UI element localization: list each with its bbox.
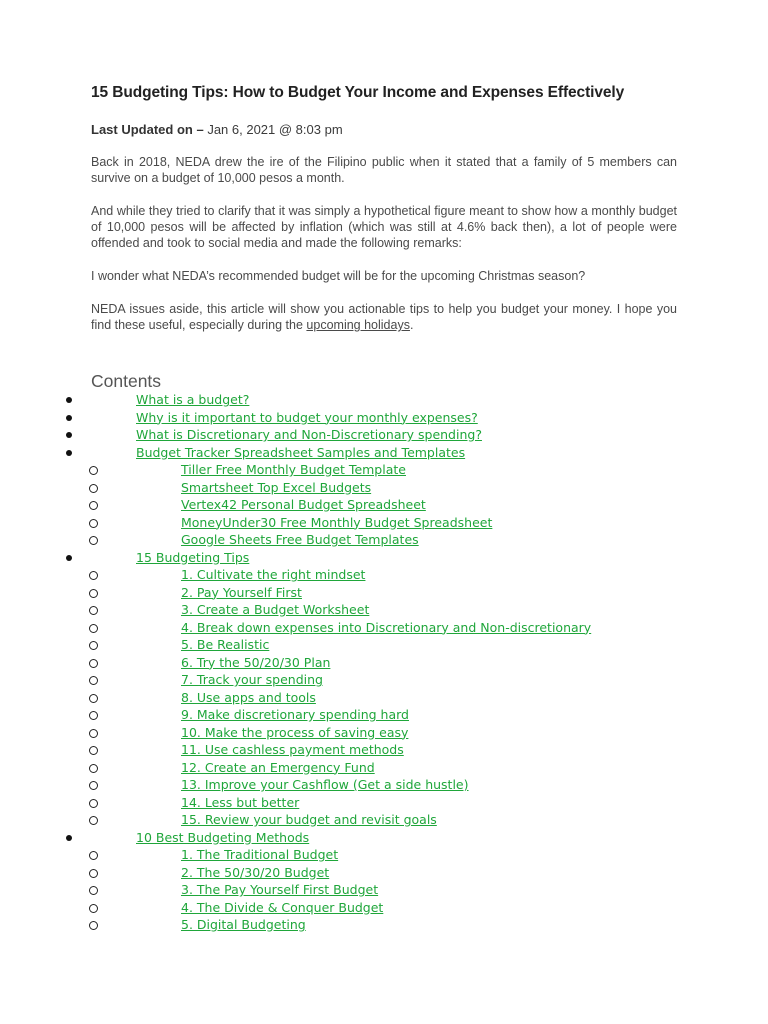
bullet-icon [66, 835, 72, 841]
toc-link[interactable]: MoneyUnder30 Free Monthly Budget Spreadsheet [181, 514, 493, 530]
toc-link[interactable]: 1. The Traditional Budget [181, 847, 339, 862]
toc-item [0, 391, 768, 409]
toc-link[interactable]: 10 Best Budgeting Methods [136, 829, 310, 845]
toc-item [0, 794, 768, 812]
toc-link[interactable]: 5. Be Realistic [181, 637, 270, 652]
toc-link[interactable]: 8. Use apps and tools [181, 689, 316, 705]
toc-link[interactable]: Budget Tracker Spreadsheet Samples and Templates [136, 444, 466, 460]
toc-item [0, 636, 768, 654]
toc-item [0, 584, 768, 602]
last-updated-date: Jan 6, 2021 @ 8:03 pm [207, 122, 343, 137]
toc-link[interactable]: 12. Create an Emergency Fund [181, 759, 375, 775]
circle-bullet-icon [89, 571, 98, 580]
circle-bullet-icon [89, 484, 98, 493]
bullet-icon [66, 397, 72, 403]
toc-link[interactable]: 13. Improve your Cashflow (Get a side hustle) [181, 777, 469, 792]
circle-bullet-icon [89, 904, 98, 913]
toc-link[interactable]: 5. Digital Budgeting [181, 917, 306, 932]
upcoming-holidays-link[interactable]: upcoming holidays [306, 318, 410, 332]
bullet-icon [66, 450, 72, 456]
toc-link[interactable]: 14. Less but better [181, 794, 300, 810]
paragraph-intro: Back in 2018, NEDA drew the ire of the Filipino public when it stated that a family of 5 members can survive on a budget of 10,000 pesos a month. [91, 155, 677, 185]
toc-item [0, 706, 768, 724]
toc-item [0, 811, 768, 829]
toc-item [0, 916, 768, 934]
bullet-icon [66, 415, 72, 421]
circle-bullet-icon [89, 519, 98, 528]
toc-link[interactable]: What is Discretionary and Non-Discretionary spending? [136, 427, 482, 442]
paragraph-purpose-end: . [409, 318, 414, 332]
toc-item [0, 496, 768, 514]
paragraph-question: I wonder what NEDA’s recommended budget will be for the upcoming Christmas season? [91, 269, 586, 283]
paragraph-clarification: And while they tried to clarify that it was simply a hypothetical figure meant to show how a monthly budget of 10,000 pesos will be affected by inflation (which was still at 4.6% back then), a lot of people were offended and took to social media and made the following remarks: [91, 204, 677, 250]
circle-bullet-icon [89, 921, 98, 930]
article [91, 84, 677, 333]
toc-item [0, 776, 768, 794]
circle-bullet-icon [89, 729, 98, 738]
toc-link[interactable]: What is a budget? [136, 392, 250, 407]
circle-bullet-icon [89, 851, 98, 860]
toc-link[interactable]: 3. The Pay Yourself First Budget [181, 882, 379, 897]
toc-link[interactable]: 9. Make discretionary spending hard [181, 707, 409, 722]
toc-item [0, 689, 768, 707]
circle-bullet-icon [89, 781, 98, 790]
last-updated-label: Last Updated on – [91, 122, 204, 137]
toc-item [0, 531, 768, 549]
toc-item [0, 724, 768, 742]
bullet-icon [66, 432, 72, 438]
toc-item [0, 741, 768, 759]
toc-link[interactable]: 3. Create a Budget Worksheet [181, 602, 370, 617]
toc-item [0, 479, 768, 497]
toc-link[interactable]: 1. Cultivate the right mindset [181, 567, 366, 582]
toc-item [0, 654, 768, 672]
toc-link[interactable]: 7. Track your spending [181, 672, 323, 687]
circle-bullet-icon [89, 624, 98, 633]
toc-item [0, 829, 768, 847]
toc-item [0, 619, 768, 637]
toc-item [0, 881, 768, 899]
toc-item [0, 566, 768, 584]
circle-bullet-icon [89, 501, 98, 510]
toc-item [0, 671, 768, 689]
article-title: 15 Budgeting Tips: How to Budget Your Income and Expenses Effectively [91, 84, 625, 101]
circle-bullet-icon [89, 869, 98, 878]
paragraph-purpose-text: NEDA issues aside, this article will show you actionable tips to help you budget your money. I hope you find these useful, especially during the [91, 302, 677, 332]
toc-link[interactable]: Google Sheets Free Budget Templates [181, 532, 419, 547]
toc-link[interactable]: 11. Use cashless payment methods [181, 742, 404, 757]
circle-bullet-icon [89, 764, 98, 773]
toc-link[interactable]: 15. Review your budget and revisit goals [181, 812, 437, 827]
circle-bullet-icon [89, 676, 98, 685]
toc-link[interactable]: Vertex42 Personal Budget Spreadsheet [181, 497, 426, 512]
toc-link[interactable]: Tiller Free Monthly Budget Template [181, 462, 406, 477]
toc-item [0, 864, 768, 882]
toc-item [0, 426, 768, 444]
circle-bullet-icon [89, 589, 98, 598]
toc-item [0, 759, 768, 777]
toc-item [0, 846, 768, 864]
toc-link[interactable]: 15 Budgeting Tips [136, 549, 250, 565]
toc-item [0, 601, 768, 619]
circle-bullet-icon [89, 711, 98, 720]
toc-item [0, 899, 768, 917]
contents-heading: Contents [91, 371, 162, 391]
toc-item [0, 514, 768, 532]
circle-bullet-icon [89, 746, 98, 755]
toc-item [0, 461, 768, 479]
toc-link[interactable]: Why is it important to budget your monthly expenses? [136, 409, 478, 425]
toc-link[interactable]: 2. Pay Yourself First [181, 584, 302, 600]
bullet-icon [66, 555, 72, 561]
circle-bullet-icon [89, 694, 98, 703]
circle-bullet-icon [89, 606, 98, 615]
toc-link[interactable]: Smartsheet Top Excel Budgets [181, 479, 372, 495]
toc-item [0, 409, 768, 427]
circle-bullet-icon [89, 799, 98, 808]
table-of-contents [0, 391, 768, 934]
toc-link[interactable]: 2. The 50/30/20 Budget [181, 864, 330, 880]
circle-bullet-icon [89, 466, 98, 475]
circle-bullet-icon [89, 816, 98, 825]
circle-bullet-icon [89, 641, 98, 650]
circle-bullet-icon [89, 536, 98, 545]
toc-link[interactable]: 4. Break down expenses into Discretionary and Non-discretionary [181, 619, 592, 635]
toc-link[interactable]: 6. Try the 50/20/30 Plan [181, 654, 331, 670]
toc-link[interactable]: 4. The Divide & Conquer Budget [181, 899, 384, 915]
last-updated [91, 122, 677, 137]
paragraph-purpose [91, 301, 677, 333]
toc-item [0, 549, 768, 567]
circle-bullet-icon [89, 886, 98, 895]
circle-bullet-icon [89, 659, 98, 668]
toc-link[interactable]: 10. Make the process of saving easy [181, 724, 409, 740]
toc-item [0, 444, 768, 462]
